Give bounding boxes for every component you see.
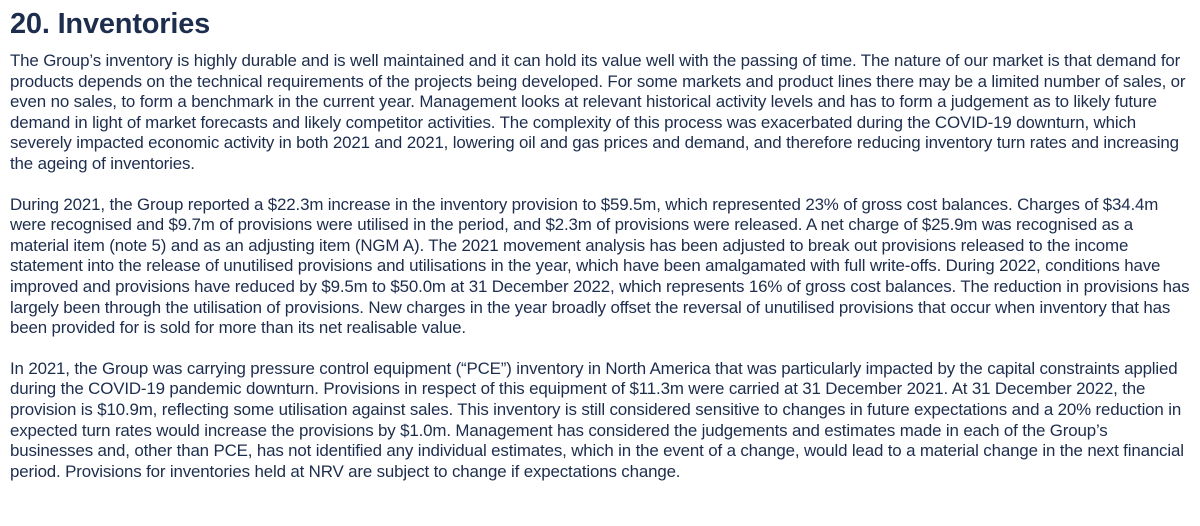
paragraph-provision-movements: During 2021, the Group reported a $22.3m increase in the inventory provision to $59.5m, which represented 23% of gross cost balances. Charges of $34.4m were recognised and $9.7m of provisions were utilised in the period, and $2.3m of provisions were released. A net charge of $25.9m was recognised as a material item (note 5) and as an adjusting item (NGM A). The 2021 movement analysis has been adjusted to break out provisions released to the income statement into the release of unutilised provisions and utilisations in the year, which have been amalgamated with full write-offs. During 2022, conditions have improved and provisions have reduced by $9.5m to $50.0m at 31 December 2022, which represents 16% of gross cost balances. The reduction in provisions has largely been through the utilisation of provisions. New charges in the year broadly offset the reversal of unutilised provisions that occur when inventory that has been provided for is sold for more than its net realisable value. xyxy=(10,194,1190,338)
section-title: 20. Inventories xyxy=(10,8,211,40)
paragraph-inventory-overview: The Group’s inventory is highly durable and is well maintained and it can hold its value well with the passing of time. The nature of our market is that demand for products depends on the technical requirements of the projects being developed. For some markets and product lines there may be a limited number of sales, or even no sales, to form a benchmark in the current year. Management looks at relevant historical activity levels and has to form a judgement as to likely future demand in light of market forecasts and likely competitor activities. The complexity of this process was exacerbated during the COVID-19 downturn, which severely impacted economic activity in both 2021 and 2021, lowering oil and gas prices and demand, and therefore reducing inventory turn rates and increasing the ageing of inventories. xyxy=(10,51,1186,173)
paragraph-pce-inventory: In 2021, the Group was carrying pressure control equipment (“PCE”) inventory in North America that was particularly impacted by the capital constraints applied during the COVID-19 pandemic downturn. Provisions in respect of this equipment of $11.3m were carried at 31 December 2021. At 31 December 2022, the provision is $10.9m, reflecting some utilisation against sales. This inventory is still considered sensitive to changes in future expectations and a 20% reduction in expected turn rates would increase the provisions by $1.0m. Management has considered the judgements and estimates made in each of the Group’s businesses and, other than PCE, has not identified any individual estimates, which in the event of a change, would lead to a material change in the next financial period. Provisions for inventories held at NRV are subject to change if expectations change. xyxy=(10,358,1184,481)
